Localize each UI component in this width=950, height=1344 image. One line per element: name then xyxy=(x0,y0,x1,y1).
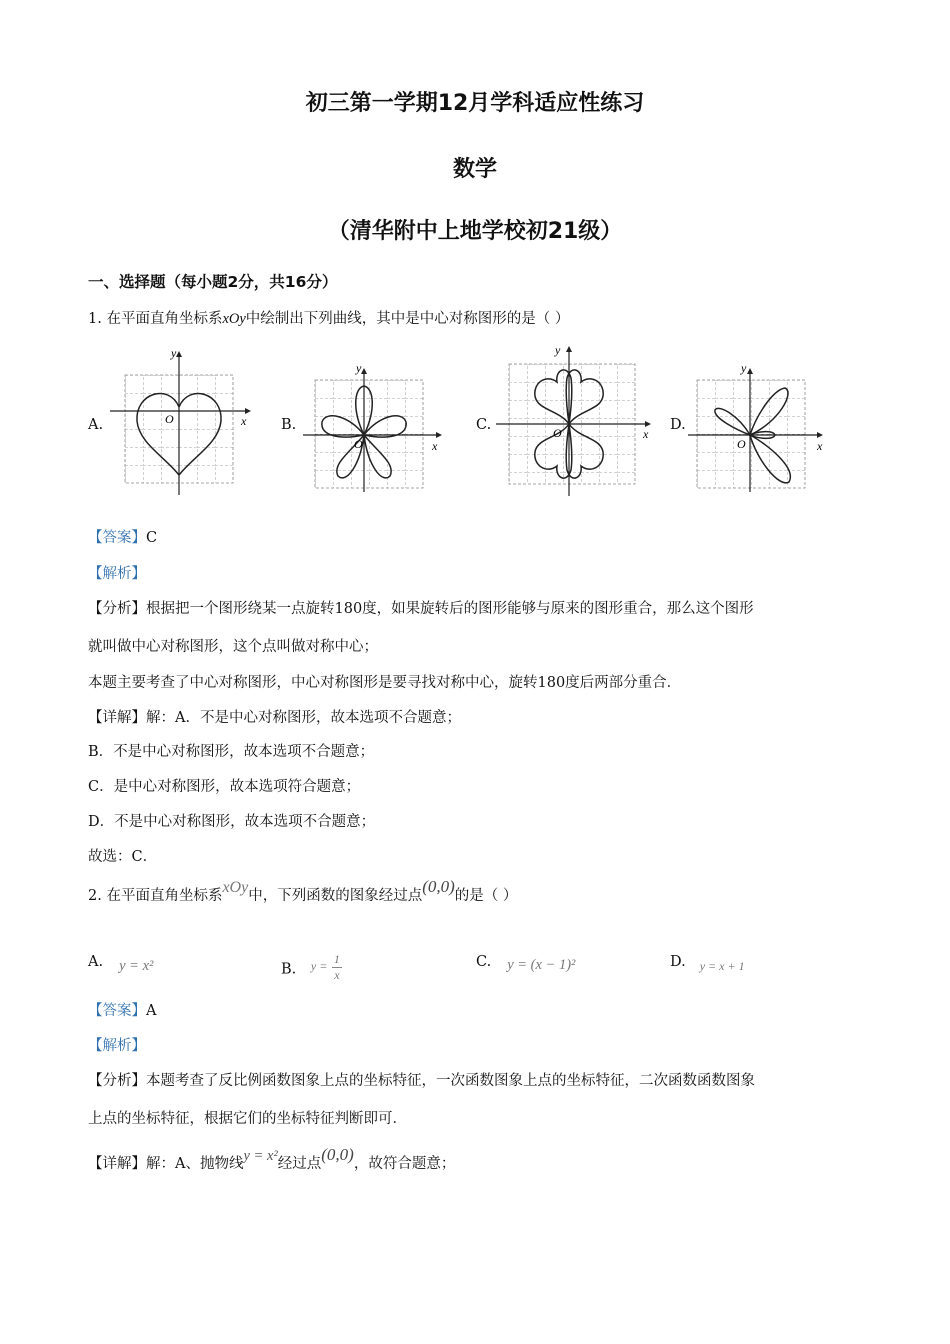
axis-label-y: y xyxy=(171,346,177,360)
section-heading: 一、选择题（每小题2分，共16分） xyxy=(88,273,338,291)
q2-stem: 2. 在平面直角坐标系xOy中，下列函数的图象经过点(0,0)的是（ ） xyxy=(88,877,518,904)
q1-figure-d xyxy=(685,360,830,495)
q2-option-c: C. y = (x − 1)² xyxy=(476,954,576,973)
q1-figure-a xyxy=(105,345,265,500)
axis-label-x: x xyxy=(241,414,247,428)
q1-option-a-label: A. xyxy=(88,417,104,433)
axis-label-x: x xyxy=(432,439,438,453)
q2-fenxi-line1: 【分析】本题考查了反比例函数图象上点的坐标特征，一次函数图象上点的坐标特征，二次函数函数图象 xyxy=(88,1073,755,1089)
q2-option-d: D. $_{y = x + 1}$ xyxy=(670,954,745,973)
q2-fenxi-line2: 上点的坐标特征，根据它们的坐标特征判断即可． xyxy=(88,1111,407,1127)
q1-fenxi-line1: 【分析】根据把一个图形绕某一点旋转180度，如果旋转后的图形能够与原来的图形重合，那么这个图形 xyxy=(88,601,754,617)
axis-label-y: y xyxy=(356,361,362,375)
q1-option-d-label: D. xyxy=(670,417,686,433)
q1-detail-line2: B．不是中心对称图形，故本选项不合题意； xyxy=(88,744,375,760)
doc-title: 初三第一学期12月学科适应性练习 xyxy=(305,91,645,116)
q1-answer: 【答案】C xyxy=(88,530,158,546)
q1-detail-line3: C．是中心对称图形，故本选项符合题意； xyxy=(88,779,361,795)
q2-option-b: B. $^{y =}$ $\frac{1}{x}$ xyxy=(281,952,340,982)
q1-fenxi-line3: 本题主要考查了中心对称图形，中心对称图形是要寻找对称中心，旋转180度后两部分重合． xyxy=(88,675,682,691)
q1-figure-b xyxy=(298,360,448,495)
q2-option-a: A. y = x² xyxy=(88,954,154,974)
q1-option-c-label: C. xyxy=(476,417,492,433)
origin-label: O xyxy=(553,426,562,440)
q1-figure-c xyxy=(493,340,658,498)
origin-label: O xyxy=(354,437,363,451)
q1-stem: 1. 在平面直角坐标系xOy中绘制出下列曲线，其中是中心对称图形的是（ ） xyxy=(88,311,570,327)
q1-detail-line5: 故选：C． xyxy=(88,849,158,865)
q2-analysis-tag: 【解析】 xyxy=(88,1038,146,1054)
q2-detail-line1: 【详解】解：A、抛物线y = x²经过点(0,0)，故符合题意； xyxy=(88,1145,456,1172)
q1-detail-line1: 【详解】解：A．不是中心对称图形，故本选项不合题意； xyxy=(88,710,461,726)
q1-option-b-label: B. xyxy=(281,417,297,433)
origin-label: O xyxy=(165,412,174,426)
q1-fenxi-line2: 就叫做中心对称图形，这个点叫做对称中心； xyxy=(88,639,378,655)
subject-title: 数学 xyxy=(452,157,497,182)
origin-label: O xyxy=(737,437,746,451)
school-title: （清华附中上地学校初21级） xyxy=(327,219,623,244)
axis-label-y: y xyxy=(741,361,747,375)
q1-detail-line4: D．不是中心对称图形，故本选项不合题意； xyxy=(88,814,376,830)
axis-label-x: x xyxy=(643,427,649,441)
q2-answer: 【答案】A xyxy=(88,1003,157,1019)
q1-analysis-tag: 【解析】 xyxy=(88,566,146,582)
axis-label-x: x xyxy=(817,439,823,453)
axis-label-y: y xyxy=(555,343,561,357)
